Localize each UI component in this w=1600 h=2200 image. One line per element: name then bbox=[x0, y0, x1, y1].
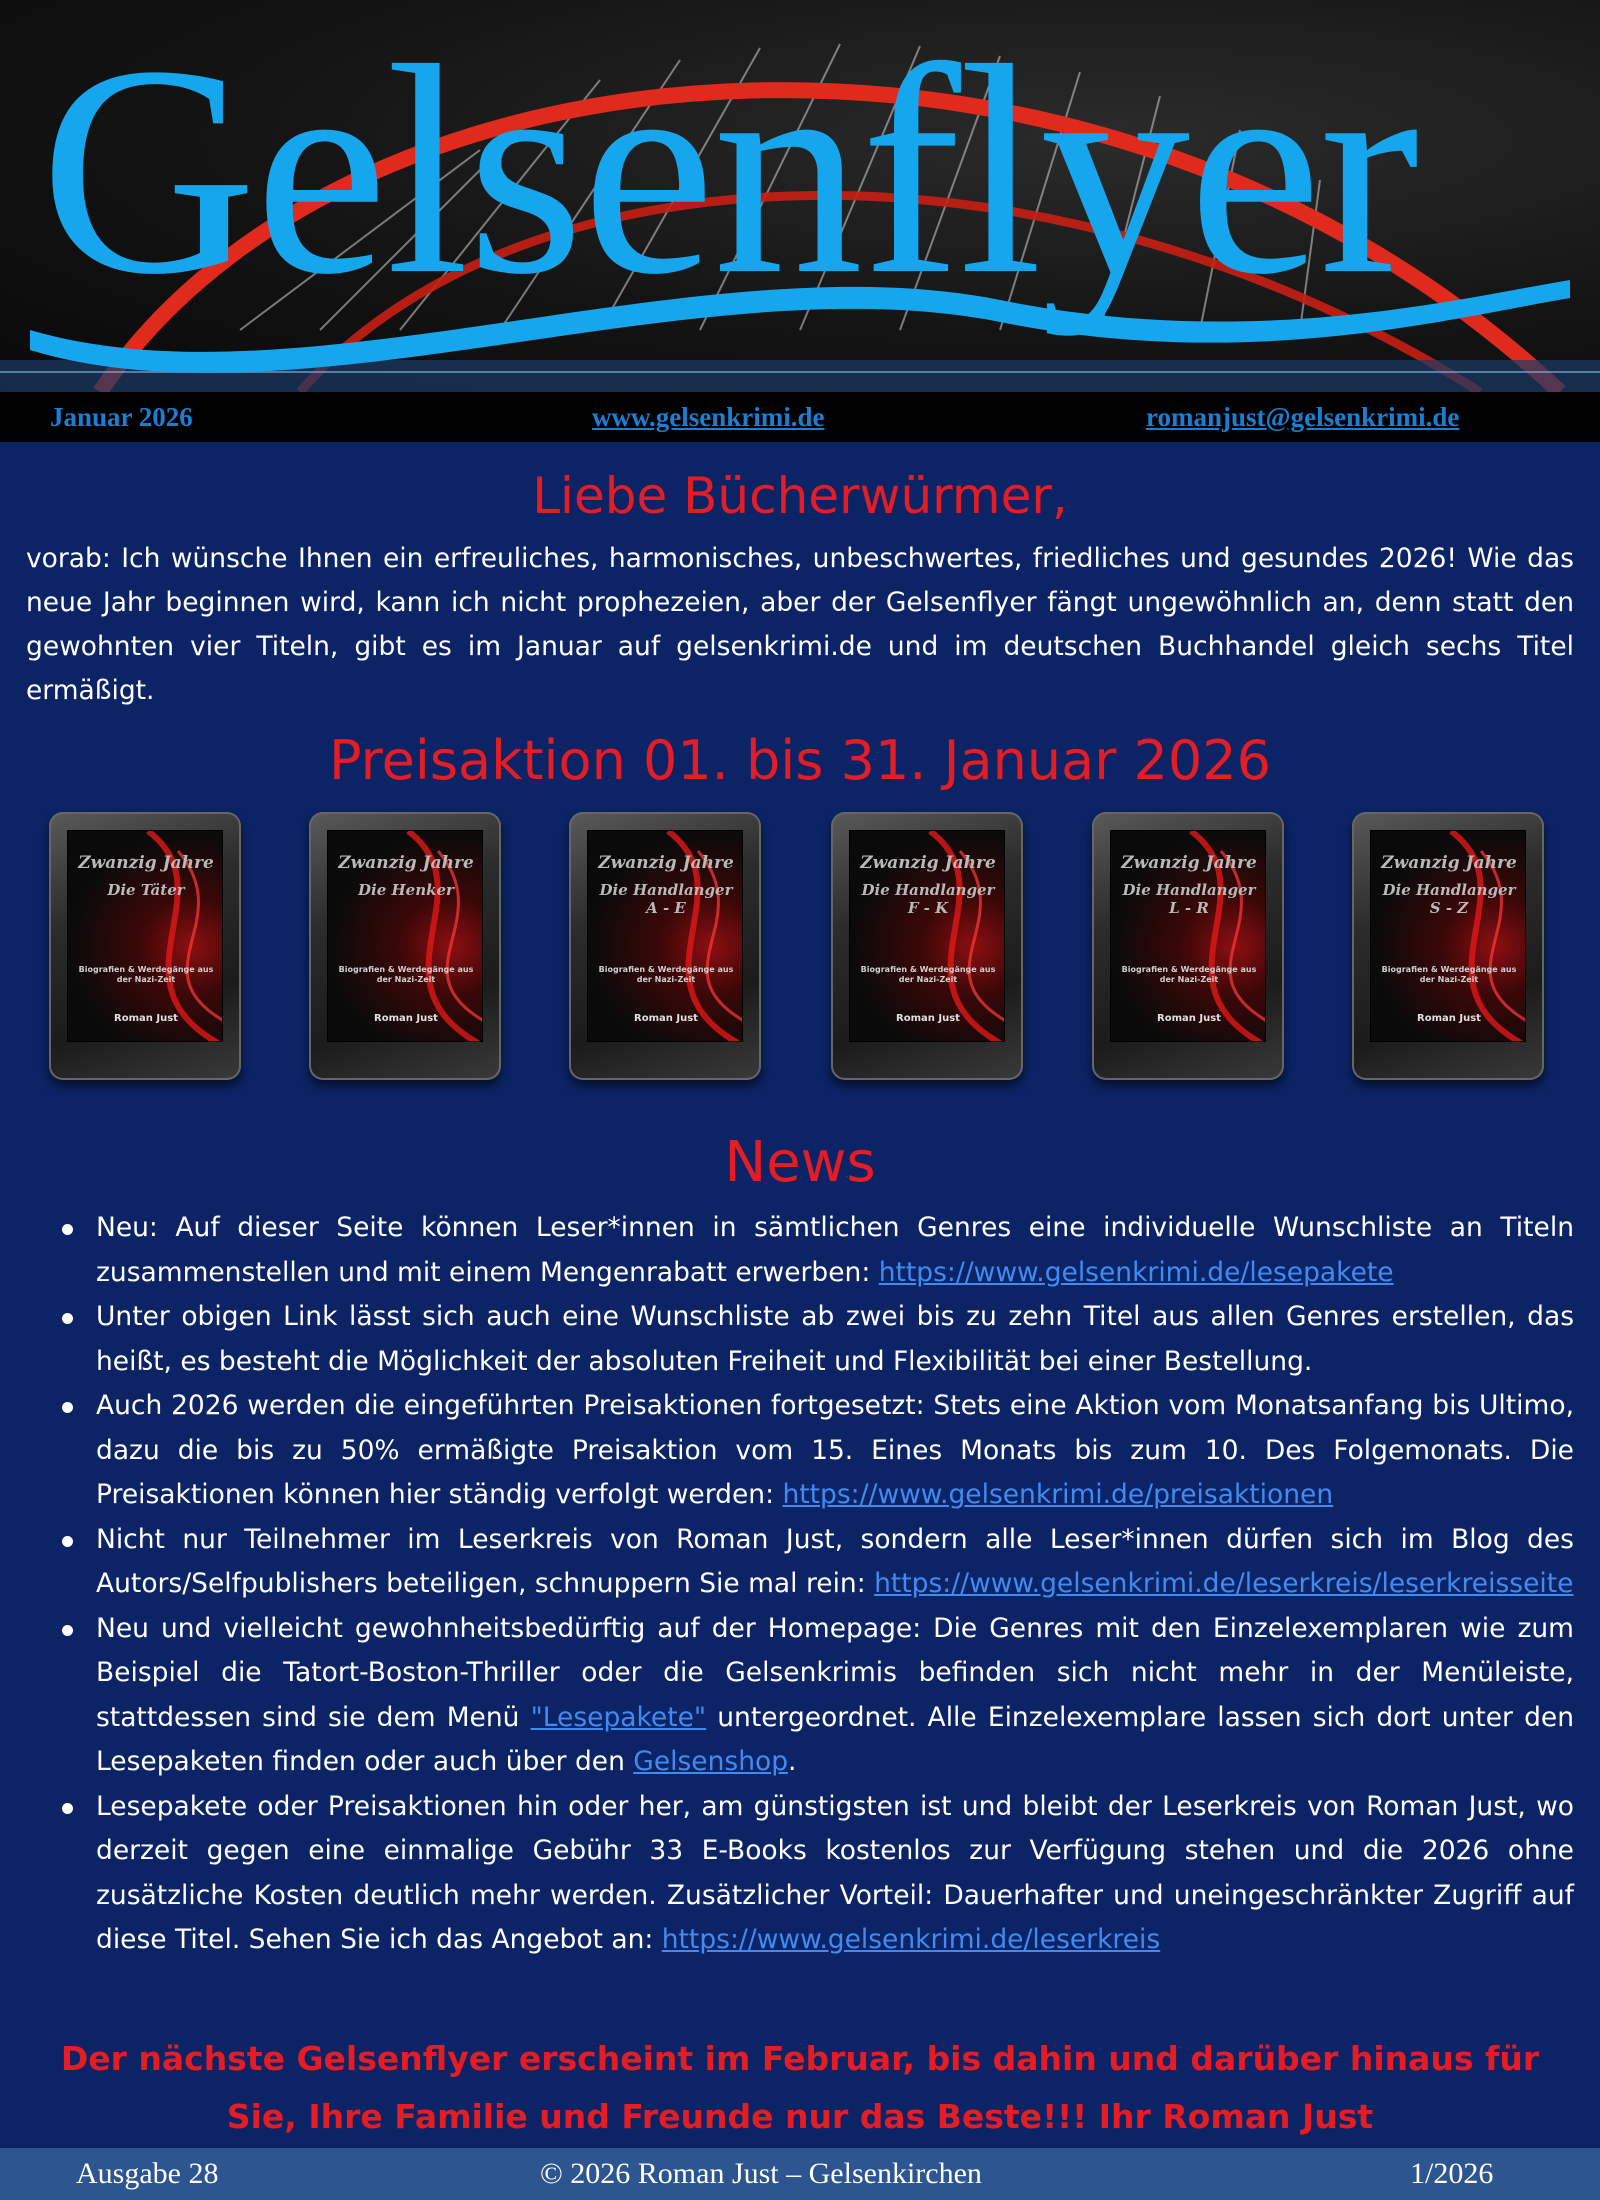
masthead-banner bbox=[0, 0, 1600, 392]
book-gallery bbox=[0, 808, 1600, 1088]
footer-copyright: © 2026 Roman Just – Gelsenkirchen bbox=[540, 2157, 982, 2190]
book-author: Roman Just bbox=[114, 1013, 178, 1024]
book-author: Roman Just bbox=[896, 1013, 960, 1024]
gelsenshop-link[interactable]: Gelsenshop bbox=[633, 1746, 789, 1777]
book-cover[interactable] bbox=[1348, 808, 1548, 1088]
ereader-frame bbox=[1352, 812, 1544, 1080]
issue-date: Januar 2026 bbox=[50, 402, 193, 432]
greeting-heading: Liebe Bücherwürmer, bbox=[532, 467, 1068, 525]
info-bar bbox=[0, 392, 1600, 442]
book-cover[interactable] bbox=[45, 808, 245, 1088]
book-cover[interactable] bbox=[305, 808, 505, 1088]
book-series: Zwanzig Jahre bbox=[860, 853, 996, 873]
intro-paragraph: vorab: Ich wünsche Ihnen ein erfreuliches, harmonisches, unbeschwertes, friedliches und gesundes 2026! Wie das neue Jahr beginnen wird, kann ich nicht prophezeien, aber der Gelsenflyer fängt ungewöhnlich an, denn statt den gewohnten vier Titeln, gibt es im Januar auf gelsenkrimi.de und im deutschen Buchhandel gleich sechs Titel ermäßigt. bbox=[26, 543, 1574, 706]
book-screen bbox=[849, 830, 1005, 1042]
news-heading: News bbox=[724, 1130, 876, 1195]
book-screen bbox=[1110, 830, 1266, 1042]
book-author: Roman Just bbox=[634, 1013, 698, 1024]
book-subtitle: Biografien & Werdegänge aus der Nazi-Zeit bbox=[860, 965, 996, 984]
ereader-frame bbox=[569, 812, 761, 1080]
book-screen bbox=[67, 830, 223, 1042]
preisaktionen-link[interactable]: https://www.gelsenkrimi.de/preisaktionen bbox=[782, 1479, 1334, 1510]
ereader-frame bbox=[1092, 812, 1284, 1080]
book-screen bbox=[587, 830, 743, 1042]
footer-issue: Ausgabe 28 bbox=[76, 2157, 219, 2190]
news-list bbox=[60, 1206, 1574, 1963]
lesepakete-menu-link[interactable]: "Lesepakete" bbox=[530, 1701, 707, 1733]
book-cover[interactable] bbox=[565, 808, 765, 1088]
book-screen bbox=[327, 830, 483, 1042]
book-subtitle: Biografien & Werdegänge aus der Nazi-Zeit bbox=[598, 965, 734, 984]
book-screen bbox=[1370, 830, 1526, 1042]
closing-message: Der nächste Gelsenflyer erscheint im Februar, bis dahin und darüber hinaus für Sie, Ihre Familie und Freunde nur das Beste!!! Ihr Roman Just bbox=[60, 2039, 1540, 2136]
ereader-frame bbox=[309, 812, 501, 1080]
book-title: Die Henker bbox=[358, 881, 454, 899]
book-series: Zwanzig Jahre bbox=[598, 853, 734, 873]
book-author: Roman Just bbox=[1417, 1013, 1481, 1024]
promo-heading: Preisaktion 01. bis 31. Januar 2026 bbox=[329, 729, 1271, 792]
email-link[interactable]: romanjust@gelsenkrimi.de bbox=[1146, 402, 1460, 432]
book-title: Die Handlanger L - R bbox=[1122, 881, 1256, 917]
news-item: Neu: Auf dieser Seite können Leser*innen in sämtlichen Genres eine individuelle Wunschliste an Titeln zusammenstellen und mit einem Mengenrabatt erwerben: https://www.gelsenkrimi.de/lesepakete bbox=[60, 1206, 1574, 1295]
news-item: Neu und vielleicht gewohnheitsbedürftig auf der Homepage: Die Genres mit den Einzelexemplaren wie zum Beispiel die Tatort-Boston-Thriller oder die Gelsenkrimis befinden sich nicht mehr in der Menüleiste, stattdessen sind sie dem Menü "Lesepakete" untergeordnet. Alle Einzelexemplare lassen sich dort unter den Lesepaketen finden oder auch über den Gelsenshop. bbox=[60, 1607, 1574, 1785]
ereader-frame bbox=[49, 812, 241, 1080]
book-subtitle: Biografien & Werdegänge aus der Nazi-Zeit bbox=[1121, 965, 1257, 984]
lesepakete-link[interactable]: https://www.gelsenkrimi.de/lesepakete bbox=[878, 1256, 1394, 1288]
book-subtitle: Biografien & Werdegänge aus der Nazi-Zeit bbox=[78, 965, 214, 984]
ereader-frame bbox=[831, 812, 1023, 1080]
website-link[interactable]: www.gelsenkrimi.de bbox=[592, 402, 825, 432]
book-series: Zwanzig Jahre bbox=[78, 853, 214, 873]
book-title: Die Handlanger A - E bbox=[599, 881, 733, 917]
news-item: Unter obigen Link lässt sich auch eine Wunschliste ab zwei bis zu zehn Titel aus allen Genres erstellen, das heißt, es besteht die Möglichkeit der absoluten Freiheit und Flexibilität bei einer Bestellung. bbox=[60, 1295, 1574, 1384]
footer bbox=[0, 2148, 1600, 2200]
book-author: Roman Just bbox=[374, 1013, 438, 1024]
footer-page: 1/2026 bbox=[1410, 2157, 1494, 2190]
book-cover[interactable] bbox=[827, 808, 1027, 1088]
leserkreisseite-link[interactable]: https://www.gelsenkrimi.de/leserkreis/leserkreisseite bbox=[874, 1568, 1574, 1599]
book-cover[interactable] bbox=[1088, 808, 1288, 1088]
book-title: Die Handlanger S - Z bbox=[1382, 881, 1516, 917]
book-author: Roman Just bbox=[1157, 1013, 1221, 1024]
news-item: Auch 2026 werden die eingeführten Preisaktionen fortgesetzt: Stets eine Aktion vom Monatsanfang bis Ultimo, dazu die bis zu 50% ermäßigte Preisaktion vom 15. Eines Monats bis zum 10. Des Folgemonats. Die Preisaktionen können hier ständig verfolgt werden: https://www.gelsenkrimi.de/preisaktionen bbox=[60, 1384, 1574, 1518]
masthead-title: Gelsenflyer bbox=[40, 4, 1418, 336]
news-item: Lesepakete oder Preisaktionen hin oder her, am günstigsten ist und bleibt der Leserkreis von Roman Just, wo derzeit gegen eine einmalige Gebühr 33 E-Books kostenlos zur Verfügung stehen und die 2026 ohne zusätzliche Kosten deutlich mehr werden. Zusätzlicher Vorteil: Dauerhafter und uneingeschränkter Zugriff auf diese Titel. Sehen Sie ich das Angebot an: https://www.gelsenkrimi.de/leserkreis bbox=[60, 1785, 1574, 1963]
book-series: Zwanzig Jahre bbox=[1121, 853, 1257, 873]
book-series: Zwanzig Jahre bbox=[1381, 853, 1517, 873]
news-item: Nicht nur Teilnehmer im Leserkreis von Roman Just, sondern alle Leser*innen dürfen sich im Blog des Autors/Selfpublishers beteiligen, schnuppern Sie mal rein: https://www.gelsenkrimi.de/leserkreis/leserkreisseite bbox=[60, 1518, 1574, 1607]
book-title: Die Täter bbox=[107, 881, 185, 899]
book-series: Zwanzig Jahre bbox=[338, 853, 474, 873]
leserkreis-link[interactable]: https://www.gelsenkrimi.de/leserkreis bbox=[661, 1924, 1161, 1955]
book-subtitle: Biografien & Werdegänge aus der Nazi-Zeit bbox=[1381, 965, 1517, 984]
book-subtitle: Biografien & Werdegänge aus der Nazi-Zeit bbox=[338, 965, 474, 984]
book-title: Die Handlanger F - K bbox=[861, 881, 995, 917]
